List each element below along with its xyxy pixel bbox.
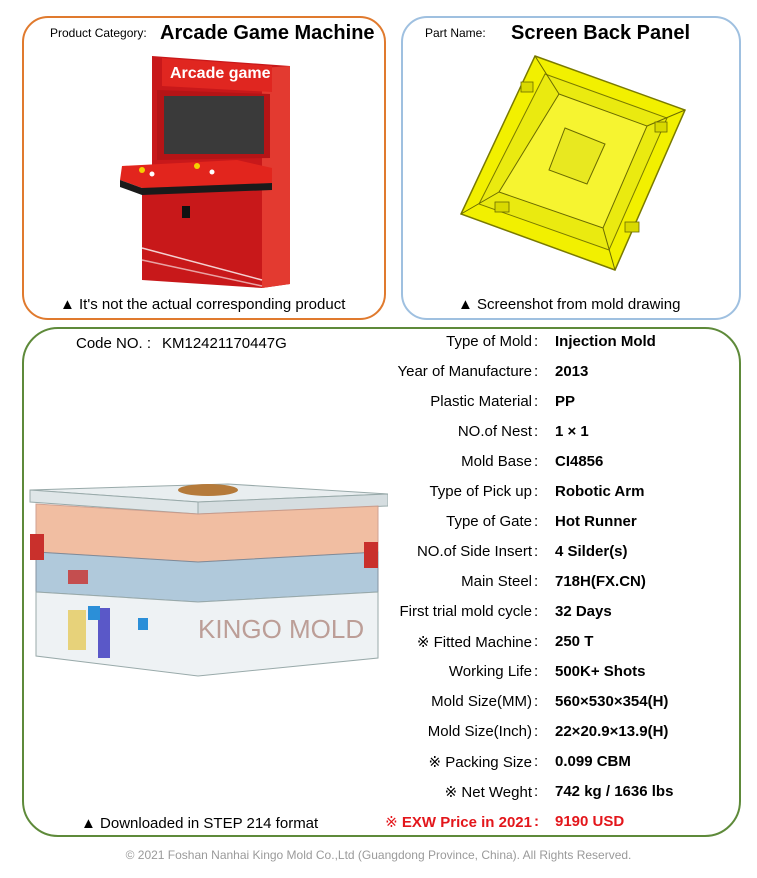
spec-label-text: Type of Pick up	[429, 483, 532, 500]
screen-back-panel-image	[455, 52, 695, 274]
spec-label	[458, 423, 532, 440]
spec-row	[360, 633, 720, 655]
reference-mark-icon: ※	[385, 814, 398, 831]
spec-label	[446, 513, 532, 530]
spec-colon: :	[534, 723, 539, 740]
spec-label	[430, 393, 532, 410]
spec-row	[360, 543, 720, 565]
spec-label-text: Working Life	[448, 663, 532, 680]
spec-colon: :	[534, 663, 539, 680]
reference-mark-icon: ※	[444, 784, 458, 801]
spec-colon: :	[534, 483, 539, 500]
copyright-footer: © 2021 Foshan Nanhai Kingo Mold Co.,Ltd (Guangdong Province, China). All Rights Reserved.	[125, 848, 632, 862]
spec-label-text: NO.of Side Insert	[416, 543, 532, 560]
spec-row	[360, 573, 720, 595]
spec-label-text: Mold Size(MM)	[431, 693, 532, 710]
spec-label-text: Main Steel	[461, 573, 532, 590]
spec-value: Injection Mold	[555, 333, 656, 350]
spec-label-text: First trial mold cycle	[399, 603, 532, 620]
spec-colon: :	[534, 783, 539, 800]
part-name-label: Part Name:	[425, 26, 486, 40]
spec-label-text: NO.of Nest	[457, 423, 532, 440]
reference-mark-icon: ※	[428, 754, 442, 771]
spec-label-text: Net Weght	[461, 784, 532, 801]
spec-colon: :	[534, 453, 539, 470]
spec-colon: :	[534, 393, 539, 410]
part-caption: ▲ Screenshot from mold drawing	[458, 296, 681, 313]
spec-value: 500K+ Shots	[555, 663, 646, 680]
spec-colon: :	[534, 543, 539, 560]
product-category-label: Product Category:	[50, 26, 147, 40]
spec-row	[360, 423, 720, 445]
spec-label	[445, 783, 532, 801]
spec-row	[360, 693, 720, 715]
spec-value: Robotic Arm	[555, 483, 645, 500]
arcade-marquee-text: Arcade game	[170, 65, 271, 82]
spec-label	[446, 333, 532, 350]
spec-label	[399, 603, 532, 620]
spec-value: 718H(FX.CN)	[555, 573, 646, 590]
spec-label-text: Plastic Material	[430, 393, 532, 410]
spec-row	[360, 753, 720, 775]
product-caption: ▲ It's not the actual corresponding product	[60, 296, 346, 313]
spec-value: 32 Days	[555, 603, 612, 620]
spec-label-text: Mold Base	[461, 453, 532, 470]
spec-label	[417, 633, 532, 651]
spec-row	[360, 453, 720, 475]
spec-label-text: EXW Price in 2021	[401, 814, 532, 831]
spec-value: CI4856	[555, 453, 604, 470]
spec-label-text: Mold Size(Inch)	[427, 723, 532, 740]
arcade-machine-image	[112, 48, 302, 288]
spec-value: Hot Runner	[555, 513, 637, 530]
spec-colon: :	[534, 813, 539, 830]
spec-label	[461, 573, 532, 590]
spec-value: 9190 USD	[555, 813, 625, 830]
spec-label-text: Year of Manufacture	[397, 363, 532, 380]
spec-row	[360, 783, 720, 805]
spec-label	[417, 543, 532, 560]
spec-row	[360, 663, 720, 685]
spec-colon: :	[534, 633, 539, 650]
spec-label	[429, 753, 532, 771]
mold-caption: ▲ Downloaded in STEP 214 format	[81, 815, 319, 832]
spec-colon: :	[534, 693, 539, 710]
spec-row	[360, 723, 720, 745]
spec-label	[461, 453, 532, 470]
spec-colon: :	[534, 753, 539, 770]
spec-value: 4 Silder(s)	[555, 543, 628, 560]
spec-row	[360, 603, 720, 625]
part-name-value: Screen Back Panel	[511, 22, 690, 44]
spec-label-text: Type of Mold	[446, 333, 532, 350]
spec-row	[360, 363, 720, 385]
spec-label	[429, 483, 532, 500]
kingo-mold-watermark: KINGO MOLD	[198, 614, 365, 644]
product-category-value: Arcade Game Machine	[160, 22, 375, 44]
spec-label	[397, 363, 532, 380]
spec-row	[360, 513, 720, 535]
spec-label	[449, 663, 532, 680]
spec-value: PP	[555, 393, 576, 410]
spec-row	[360, 333, 720, 355]
spec-colon: :	[534, 603, 539, 620]
spec-colon: :	[534, 513, 539, 530]
spec-label-text: Fitted Machine	[433, 634, 532, 651]
spec-row	[360, 813, 720, 835]
spec-value: 22×20.9×13.9(H)	[555, 723, 669, 740]
spec-value: 2013	[555, 363, 589, 380]
code-number-value: KM12421170447G	[162, 335, 287, 352]
spec-value: 1 × 1	[555, 423, 589, 440]
code-number-label: Code NO. :	[76, 335, 152, 352]
spec-colon: :	[534, 333, 539, 350]
spec-label-text: Packing Size	[445, 754, 532, 771]
spec-value: 0.099 CBM	[555, 753, 631, 770]
spec-row	[360, 393, 720, 415]
spec-colon: :	[534, 363, 539, 380]
spec-label	[385, 813, 532, 831]
mold-3d-image	[28, 480, 388, 680]
spec-row	[360, 483, 720, 505]
spec-value: 250 T	[555, 633, 594, 650]
spec-value: 560×530×354(H)	[555, 693, 669, 710]
reference-mark-icon: ※	[416, 634, 430, 651]
spec-label	[428, 723, 532, 740]
spec-label-text: Type of Gate	[446, 513, 532, 530]
spec-colon: :	[534, 423, 539, 440]
spec-value: 742 kg / 1636 lbs	[555, 783, 674, 800]
spec-colon: :	[534, 573, 539, 590]
spec-label	[431, 693, 532, 710]
